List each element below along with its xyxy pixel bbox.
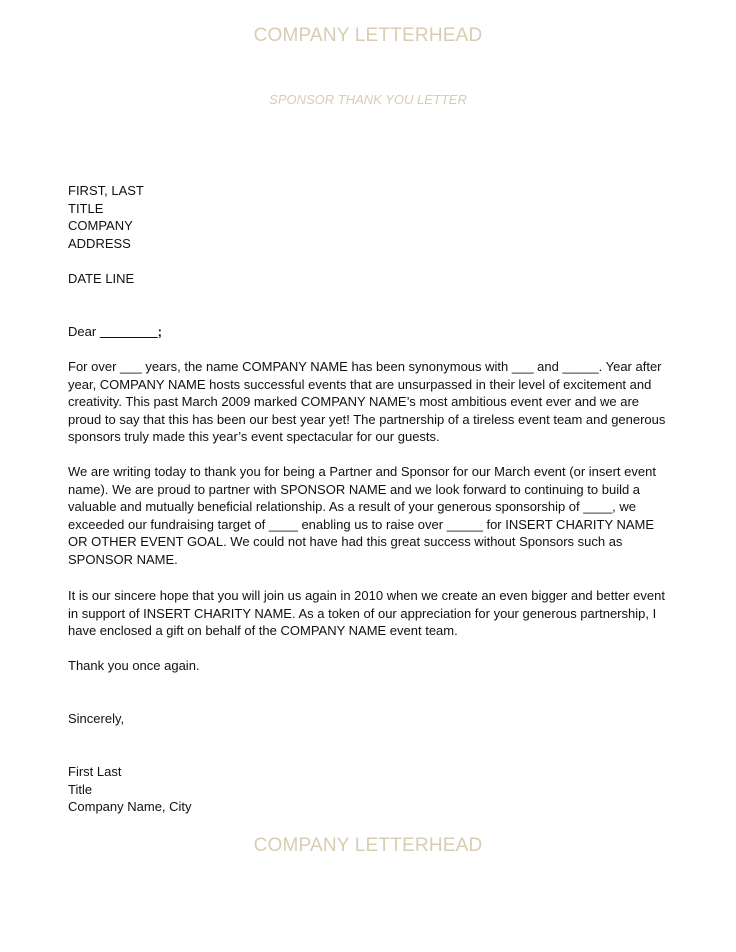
header-letterhead: COMPANY LETTERHEAD	[253, 25, 483, 46]
letter-subtitle: SPONSOR THANK YOU LETTER	[269, 92, 467, 107]
footer-letterhead: COMPANY LETTERHEAD	[253, 835, 483, 856]
salutation	[68, 323, 668, 341]
recipient-address: ADDRESS	[68, 235, 131, 251]
signature-block	[68, 763, 668, 816]
paragraph-4: Thank you once again.	[68, 658, 200, 673]
salutation-punct: ;	[157, 324, 162, 339]
signature-company-city: Company Name, City	[68, 799, 192, 814]
recipient-name: FIRST, LAST	[68, 183, 144, 198]
paragraph-2: We are writing today to thank you for being a Partner and Sponsor for our March event (or insert event name). We are proud to partner with SPONSOR NAME and we look forward to continuing to build a valuable and mutually beneficial relationship. As a result of your generous sponsorship of ____, we exceeded our fundraising target of ____ enabling us to raise over _____ for INSERT CHARITY NAME OR OTHER EVENT GOAL. We could not have had this great success without Sponsors such as SPONSOR NAME.	[68, 464, 656, 567]
closing: Sincerely,	[68, 711, 125, 726]
date-line: DATE LINE	[68, 271, 135, 286]
paragraph-1: For over ___ years, the name COMPANY NAME has been synonymous with ___ and _____. Year after year, COMPANY NAME hosts successful events that are unsurpassed in their level of excitement and creativity. This past March 2009 marked COMPANY NAME’s most ambitious event ever and we are proud to say that this has been our best year yet! The partnership of a tireless event team and generous sponsors truly made this year’s event spectacular for our guests.	[68, 359, 666, 444]
recipient-company: COMPANY	[68, 218, 133, 233]
salutation-word: Dear	[68, 324, 97, 339]
recipient-title: TITLE	[68, 200, 104, 216]
signature-title: Title	[68, 781, 93, 797]
signature-name: First Last	[68, 764, 122, 779]
salutation-blank: ________	[99, 324, 158, 339]
recipient-block	[68, 182, 668, 252]
paragraph-3: It is our sincere hope that you will join us again in 2010 when we create an even bigger and better event in support of INSERT CHARITY NAME. As a token of our appreciation for your generous partnership, I have enclosed a gift on behalf of the COMPANY NAME event team.	[68, 588, 665, 638]
